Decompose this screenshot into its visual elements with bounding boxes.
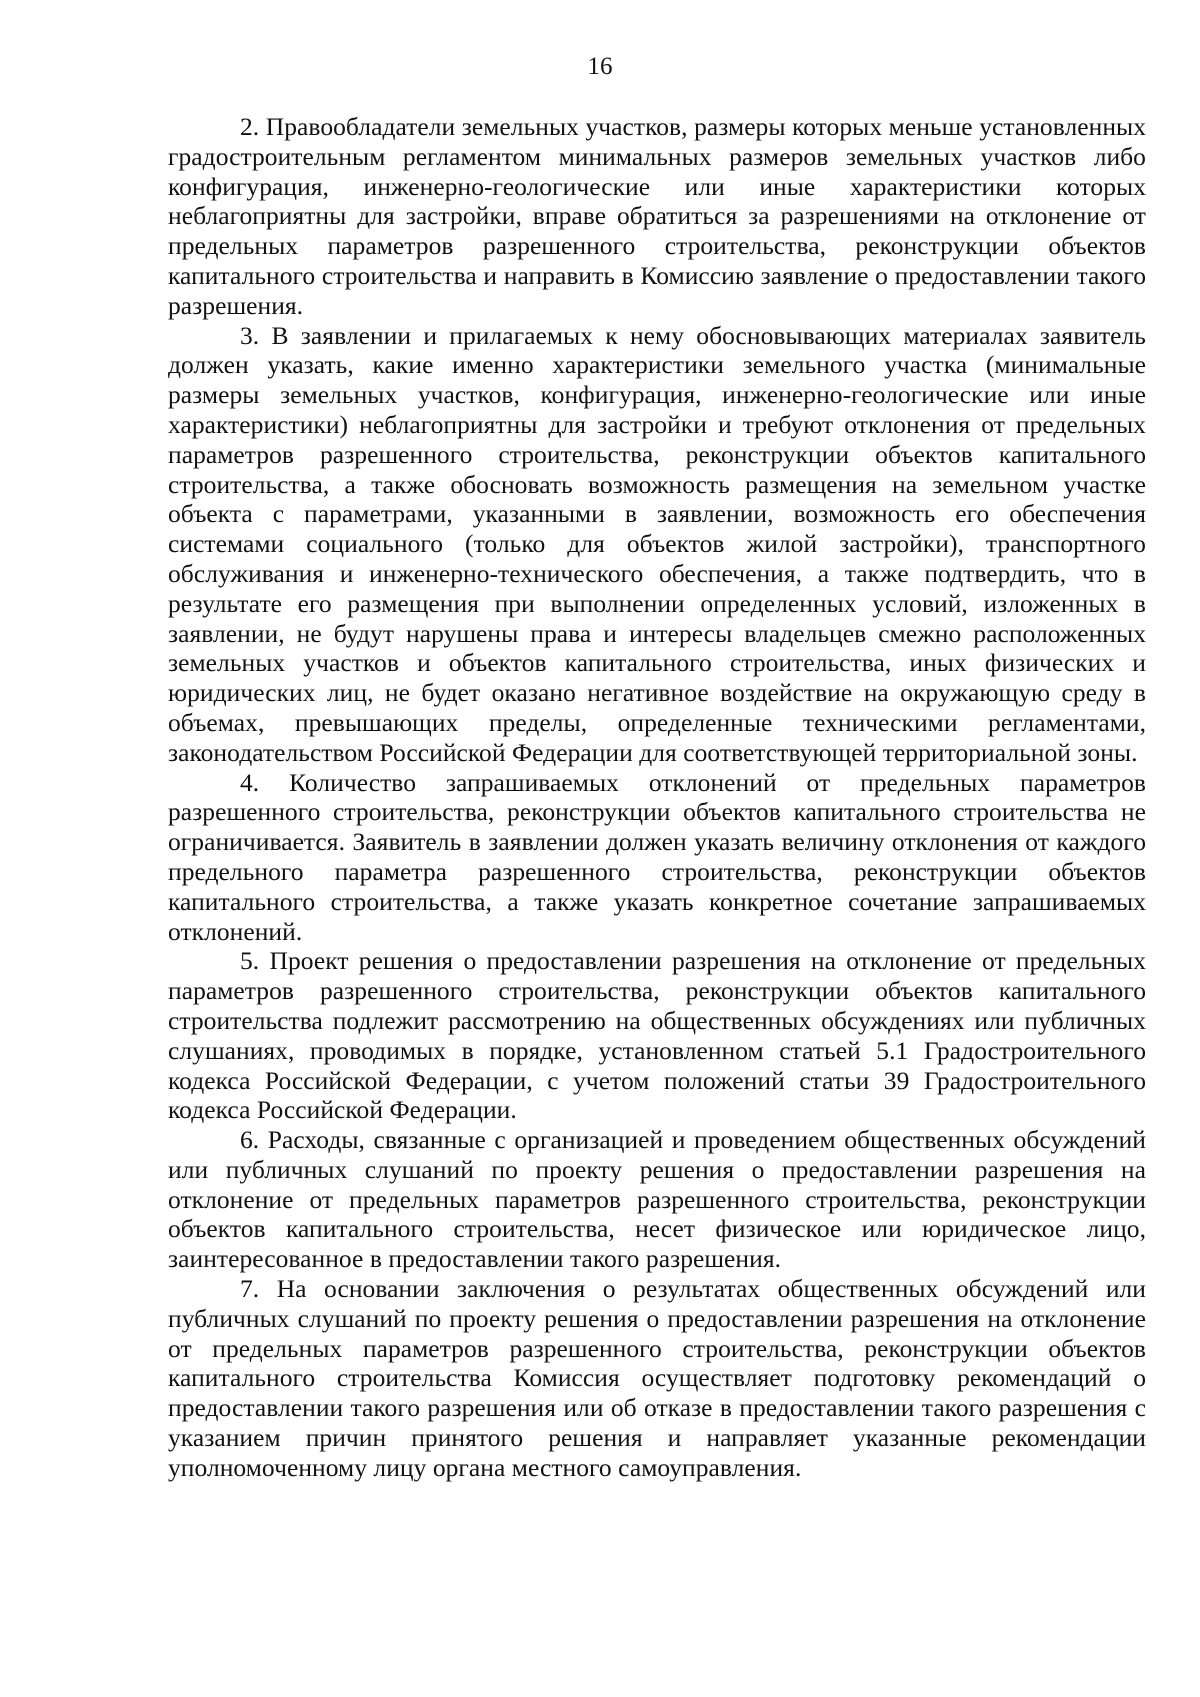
paragraph-6: 6. Расходы, связанные с организацией и проведением общественных обсуждений или публичных слушаний по проекту решения о предоставлении разрешения на отклонение от предельных параметров разрешенного строительства, реконструкции объектов капитального строительства, несет физическое или юридическое лицо, заинтересованное в предоставлении такого разрешения. — [168, 1125, 1146, 1274]
paragraph-3: 3. В заявлении и прилагаемых к нему обосновывающих материалах заявитель должен указать, какие именно характеристики земельного участка (минимальные размеры земельных участков, конфигурация, инженерно-геологические или иные характеристики) неблагоприятны для застройки и требуют отклонения от предельных параметров разрешенного строительства, реконструкции объектов капитального строительства, а также обосновать возможность размещения на земельном участке объекта с параметрами, указанными в заявлении, возможность его обеспечения системами социального (только для объектов жилой застройки), транспортного обслуживания и инженерно-технического обеспечения, а также подтвердить, что в результате его размещения при выполнении определенных условий, изложенных в заявлении, не будут нарушены права и интересы владельцев смежно расположенных земельных участков и объектов капитального строительства, иных физических и юридических лиц, не будет оказано негативное воздействие на окружающую среду в объемах, превышающих пределы, определенные техническими регламентами, законодательством Российской Федерации для соответствующей территориальной зоны. — [168, 320, 1146, 767]
page-number: 16 — [587, 53, 613, 80]
paragraph-2: 2. Правообладатели земельных участков, размеры которых меньше установленных градостроительным регламентом минимальных размеров земельных участков либо конфигурация, инженерно-геологические или иные характеристики которых неблагоприятны для застройки, вправе обратиться за разрешениями на отклонение от предельных параметров разрешенного строительства, реконструкции объектов капитального строительства и направить в Комиссию заявление о предоставлении такого разрешения. — [168, 112, 1146, 320]
paragraph-4: 4. Количество запрашиваемых отклонений от предельных параметров разрешенного строительства, реконструкции объектов капитального строительства не ограничивается. Заявитель в заявлении должен указать величину отклонения от каждого предельного параметра разрешенного строительства, реконструкции объектов капитального строительства, а также указать конкретное сочетание запрашиваемых отклонений. — [168, 767, 1146, 946]
paragraph-5: 5. Проект решения о предоставлении разрешения на отклонение от предельных параметров разрешенного строительства, реконструкции объектов капитального строительства подлежит рассмотрению на общественных обсуждениях или публичных слушаниях, проводимых в порядке, установленном статьей 5.1 Градостроительного кодекса Российской Федерации, с учетом положений статьи 39 Градостроительного кодекса Российской Федерации. — [168, 946, 1146, 1125]
paragraph-7: 7. На основании заключения о результатах общественных обсуждений или публичных слушаний по проекту решения о предоставлении разрешения на отклонение от предельных параметров разрешенного строительства, реконструкции объектов капитального строительства Комиссия осуществляет подготовку рекомендаций о предоставлении такого разрешения или об отказе в предоставлении такого разрешения с указанием причин принятого решения и направляет указанные рекомендации уполномоченному лицу органа местного самоуправления. — [168, 1274, 1146, 1482]
document-body — [168, 112, 1146, 1483]
